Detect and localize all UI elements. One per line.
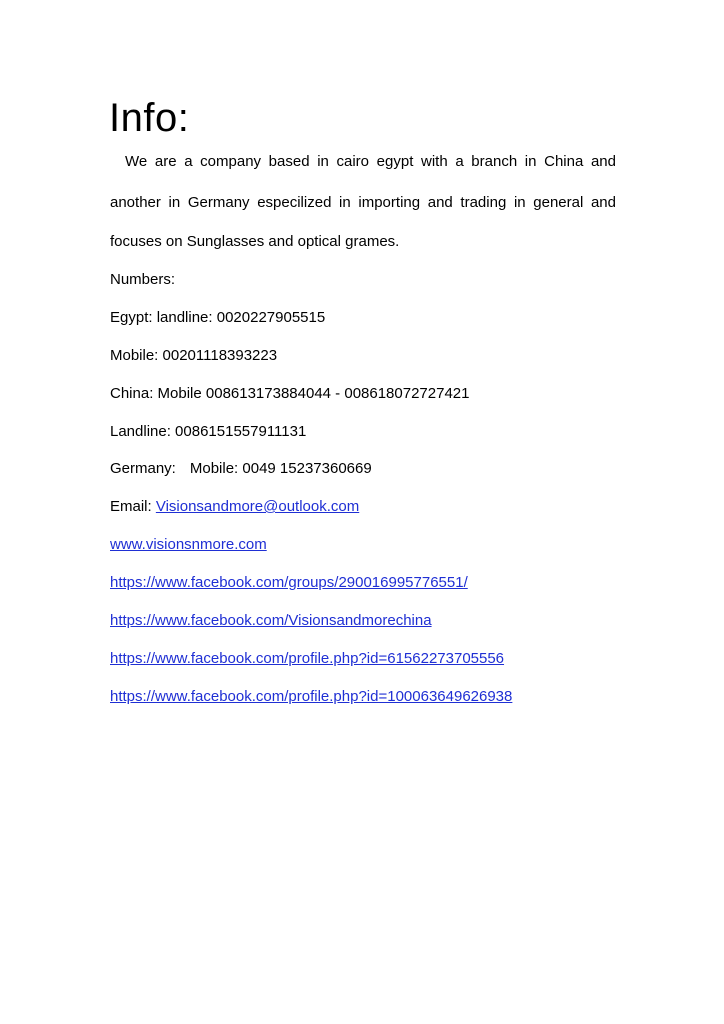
intro-line-1 <box>110 152 616 172</box>
website-link[interactable]: www.visionsnmore.com <box>110 536 267 553</box>
germany-line <box>110 459 372 479</box>
facebook-group-link[interactable]: https://www.facebook.com/groups/290016995776551/ <box>110 574 468 591</box>
fb-china-line <box>110 611 432 631</box>
intro-line-3: focuses on Sunglasses and optical grames. <box>110 233 400 250</box>
china-mobile: China: Mobile 008613173884044 - 008618072727421 <box>110 385 470 402</box>
fb-group-line <box>110 573 468 593</box>
germany-mobile: Mobile: 0049 15237360669 <box>189 460 372 477</box>
intro-line-2: another in Germany especilized in importing and trading in general and <box>110 194 616 211</box>
germany-label: Germany: <box>110 460 176 477</box>
egypt-landline: Egypt: landline: 0020227905515 <box>110 309 326 326</box>
facebook-profile-link-1[interactable]: https://www.facebook.com/profile.php?id=61562273705556 <box>110 650 505 667</box>
fb-profile-2-line <box>110 687 512 707</box>
email-link[interactable]: Visionsandmore@outlook.com <box>155 498 360 515</box>
facebook-china-link[interactable]: https://www.facebook.com/Visionsandmorechina <box>110 612 432 629</box>
egypt-mobile: Mobile: 00201118393223 <box>110 347 278 364</box>
email-label: Email: <box>110 498 156 515</box>
numbers-label: Numbers: <box>110 271 176 288</box>
intro-text-1: We are a company based in cairo egypt with a branch in China and <box>125 153 616 170</box>
facebook-profile-link-2[interactable]: https://www.facebook.com/profile.php?id=100063649626938 <box>110 688 513 705</box>
email-line <box>110 497 359 517</box>
website-line <box>110 535 267 555</box>
china-landline: Landline: 0086151557911131 <box>110 423 307 440</box>
page-title: Info: <box>109 96 190 140</box>
fb-profile-1-line <box>110 649 504 669</box>
